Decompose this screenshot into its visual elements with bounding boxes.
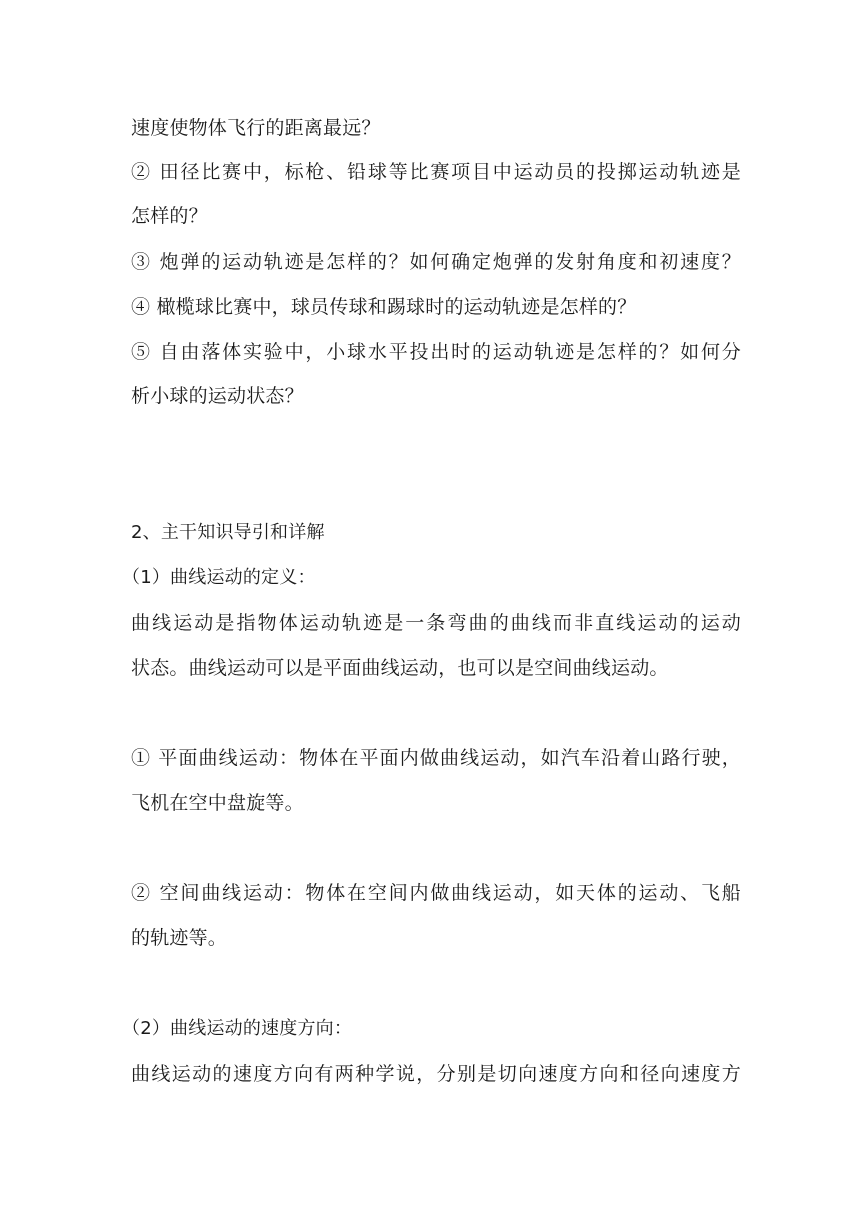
subsection-heading: （2）曲线运动的速度方向： xyxy=(122,1018,353,1039)
paragraph-line: 曲线运动是指物体运动轨迹是一条弯曲的曲线而非直线运动的运动 xyxy=(131,612,741,634)
text-line: ⑤ 自由落体实验中，小球水平投出时的运动轨迹是怎样的？如何分 xyxy=(131,341,741,363)
paragraph-line: 飞机在空中盘旋等。 xyxy=(131,792,304,814)
paragraph-line: 状态。曲线运动可以是平面曲线运动，也可以是空间曲线运动。 xyxy=(131,657,669,679)
paragraph-line: 的轨迹等。 xyxy=(131,927,228,949)
text-line: ② 田径比赛中，标枪、铅球等比赛项目中运动员的投掷运动轨迹是 xyxy=(131,161,741,183)
text-line: 析小球的运动状态？ xyxy=(131,385,304,407)
text-line: 速度使物体飞行的距离最远？ xyxy=(131,117,381,139)
text-line: ④ 橄榄球比赛中，球员传球和踢球时的运动轨迹是怎样的？ xyxy=(131,296,637,318)
subsection-heading: （1）曲线运动的定义： xyxy=(122,567,316,588)
paragraph-line: ① 平面曲线运动：物体在平面内做曲线运动，如汽车沿着山路行驶， xyxy=(131,747,741,769)
paragraph-line: ② 空间曲线运动：物体在空间内做曲线运动，如天体的运动、飞船 xyxy=(131,882,741,904)
section-heading: 2、主干知识导引和详解 xyxy=(131,522,325,543)
paragraph-line: 曲线运动的速度方向有两种学说，分别是切向速度方向和径向速度方 xyxy=(131,1063,741,1085)
text-line: ③ 炮弹的运动轨迹是怎样的？如何确定炮弹的发射角度和初速度？ xyxy=(131,251,741,273)
text-line: 怎样的？ xyxy=(131,205,208,227)
